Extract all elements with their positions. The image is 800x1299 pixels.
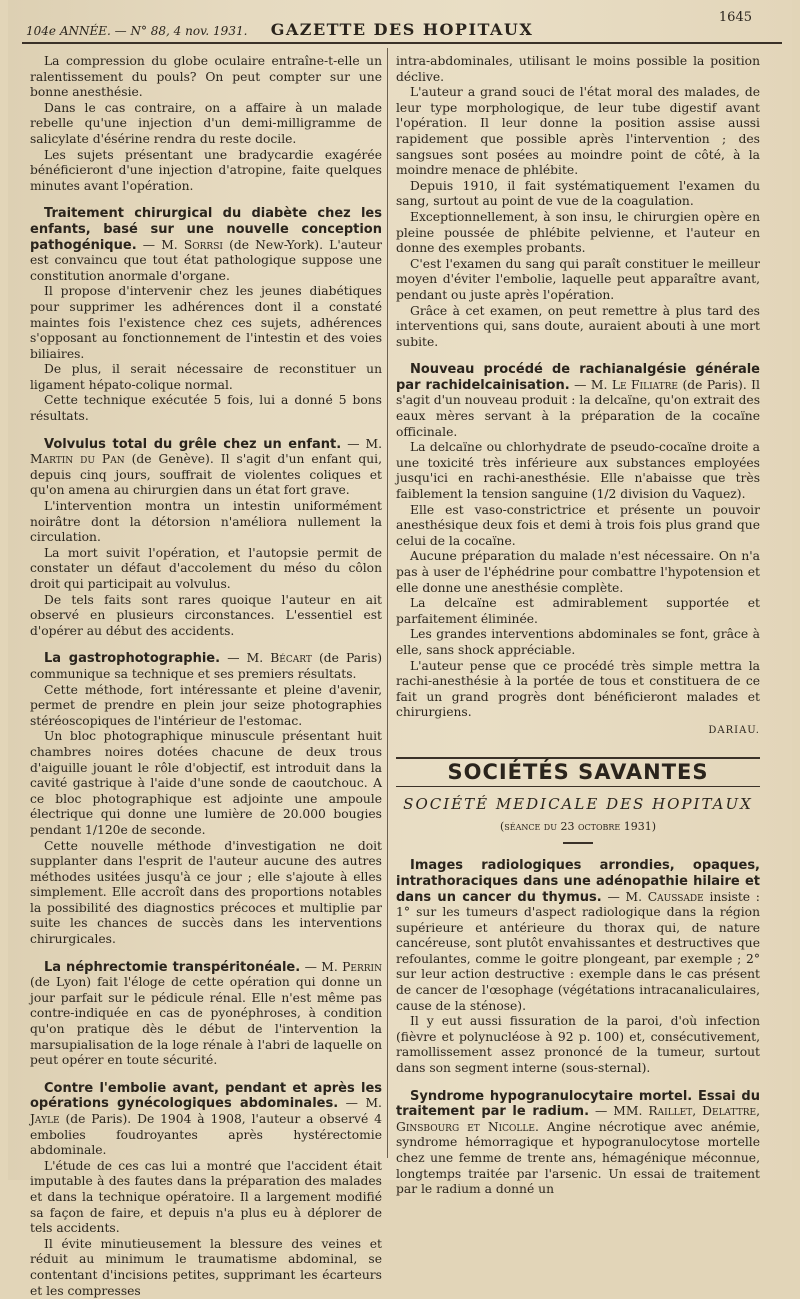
paragraph: De plus, il serait nécessaire de reconstituer un ligament hépato-colique normal.: [30, 362, 382, 392]
paragraph: Un bloc photographique minuscule présentant huit chambres noires dotées chacune de deux trous d'aiguille jouant le rôle d'objectif, est introduit dans la cavité gastrique à l'aide d'une sonde de caoutchouc. A ce bloc photographique est adjointe une ampoule électrique qui donne une lumière de 20.000 bougies pendant 1/120e de seconde.: [30, 729, 382, 837]
article-author: — M. Jayle: [30, 1096, 382, 1126]
paragraph: L'étude de ces cas lui a montré que l'accident était imputable à des fautes dans la préparation des malades et dans la technique opératoire. Il a largement modifié sa façon de faire, et depuis n'a plus eu à déplorer de tels accidents.: [30, 1158, 382, 1236]
section-rule-bottom: [396, 786, 760, 787]
article-title: La néphrectomie transpéritonéale.: [44, 959, 301, 975]
article-rachianalgesie: [396, 362, 760, 738]
article-author: — M. Perrin: [304, 959, 382, 974]
journal-title: GAZETTE DES HOPITAUX: [270, 20, 534, 39]
paragraph: Aucune préparation du malade n'est nécessaire. On n'a pas à user de l'éphédrine pour combattre l'hypotension et elle donne une anesthésie complète.: [396, 549, 760, 595]
paragraph: Angine nécrotique avec anémie, syndrome hémorragique et hypogranulocytose mortelle chez une femme de trente ans, hémagénique méconnue, longtemps traitée par l'arsenic. Un essai de traitement par le radium a donné un: [396, 1119, 761, 1197]
left-column: [30, 54, 382, 1299]
paragraph: (de Paris). De 1904 à 1908, l'auteur a observé 4 embolies foudroyantes après hystérectomie abdominale.: [30, 1112, 382, 1158]
paragraph: De tels faits sont rares quoique l'auteur en ait observé en plusieurs circonstances. L'essentiel est d'opérer au début des accidents.: [30, 592, 382, 638]
page-number: 1645: [718, 10, 752, 25]
article-title: Nouveau procédé de rachianalgésie générale par rachidelcainisation.: [396, 362, 760, 393]
paragraph: Cette technique exécutée 5 fois, lui a donné 5 bons résultats.: [30, 393, 382, 424]
article-title: La gastrophotographie.: [44, 651, 221, 667]
article-author: — M. Bécart: [227, 651, 312, 666]
paragraph: insiste : 1° sur les tumeurs d'aspect radiologique dans la région supérieure et antérieure du thorax qui, de nature cancéreuse, sont plutôt envahissantes et destructives que refoulantes, comme le goitre plongeant, par exemple ; 2° sur leur action destructive : exemple dans le cas présent de cancer de l'œsophage (végétations intracanaliculaires, cause de la sténose).: [396, 889, 760, 1013]
embolie-continued: [396, 54, 760, 350]
paragraph: Il y eut aussi fissuration de la paroi, d'où infection (fièvre et polynucléose à 92 p. 100) et, consécutivement, ramollissement assez prononcé de la tumeur, surtout dans son segment interne (sous-sternal).: [396, 1014, 760, 1076]
paragraph: Cette nouvelle méthode d'investigation ne doit supplanter dans l'esprit de l'auteur aucune des autres méthodes usitées jusqu'à ce jour ; elle s'ajoute à elles simplement. Elle accroît dans des proportions notables la possibilité des diagnostics précoces et multiplie par suite les chances de succès dans les interventions chirurgicales.: [30, 838, 382, 947]
signature: DARIAU.: [708, 724, 760, 736]
paragraph: L'auteur a grand souci de l'état moral des malades, de leur type morphologique, de leur tube digestif avant l'opération. Il leur donne la position assise aussi rapidement que possible après l'intervention ; des sangsues sont posées au moindre point de côté, à la moindre menace de phlébite.: [396, 85, 760, 178]
article-volvulus: [30, 437, 382, 640]
section-rule-top: [396, 757, 760, 759]
paragraph: Il évite minutieusement la blessure des veines et réduit au minimum le traumatisme abdominal, se contentant d'incisions petites, supprimant les écarteurs et les compresses: [30, 1236, 382, 1298]
paragraph: Grâce à cet examen, on peut remettre à plus tard des interventions qui, sans doute, auraient abouti à une mort subite.: [396, 303, 760, 349]
intro-section: [30, 54, 382, 194]
issue-info: 104e ANNÉE. — N° 88, 4 nov. 1931.: [26, 24, 248, 38]
paragraph: Les sujets présentant une bradycardie exagérée bénéficieront d'une injection d'atropine, faite quelques minutes avant l'opération.: [30, 147, 382, 193]
article-embolie: [30, 1081, 382, 1299]
paragraph: L'intervention montra un intestin uniformément noirâtre dont la détorsion n'améliora nullement la circulation.: [30, 499, 382, 545]
paragraph: La delcaïne est admirablement supportée et parfaitement éliminée.: [396, 596, 760, 626]
paragraph: Dans le cas contraire, on a affaire à un malade rebelle qu'une injection d'un demi-milligramme de salicylate d'ésérine rendra du reste docile.: [30, 100, 382, 146]
article-author: — M. Martin du Pan: [30, 436, 382, 467]
article-images-radiologiques: [396, 858, 760, 1076]
article-title: Syndrome hypogranulocytaire mortel. Essai du traitement par le radium.: [396, 1088, 760, 1120]
paragraph: (de Genève). Il s'agit d'un enfant qui, depuis cinq jours, souffrait de violentes coliques et qu'on amena au chirurgien dans un état fort grave.: [30, 452, 382, 498]
paragraph: La delcaïne ou chlorhydrate de pseudo-cocaïne droite a une toxicité très inférieure aux substances employées jusqu'ici en rachi-anesthésie. Elle n'abaisse que très faiblement la tension sanguine (1/2 division du Vaquez).: [396, 440, 760, 502]
paragraph: (de Paris) communique sa technique et ses premiers résultats.: [30, 651, 382, 681]
paragraph: Elle est vaso-constrictrice et présente un pouvoir anesthésique deux fois et demi à trois fois plus grand que celui de la cocaïne.: [396, 502, 760, 548]
right-column: [396, 54, 760, 1198]
society-title: SOCIÉTÉ MEDICALE DES HOPITAUX: [403, 795, 753, 814]
article-diabete: [30, 206, 382, 424]
paragraph: intra-abdominales, utilisant le moins possible la position déclive.: [396, 54, 760, 84]
article-title: Images radiologiques arrondies, opaques, intrathoraciques dans une adénopathie hilaire et dans un cancer du thymus.: [396, 858, 760, 905]
paragraph: Les grandes interventions abdominales se font, grâce à elle, sans shock appréciable.: [396, 627, 760, 657]
article-author: — M. Le Filiatre: [574, 377, 678, 392]
article-gastrophotographie: [30, 651, 382, 947]
paragraph: L'auteur pense que ce procédé très simple mettra la rachi-anesthésie à la portée de tous et constituera de ce fait un grand progrès dont bénéficieront malades et chirurgiens.: [396, 658, 760, 720]
paragraph: (de New-York). L'auteur est convaincu que tout état pathologique suppose une constitution anormale d'organe.: [30, 237, 382, 283]
newspaper-page: [8, 0, 792, 1298]
paragraph: (de Paris). Il s'agit d'un nouveau produit : la delcaïne, qu'on extrait des eaux mères servant à la préparation de la cocaïne officinale.: [396, 377, 760, 439]
article-title: Contre l'embolie avant, pendant et après les opérations gynécologiques abdominales.: [30, 1080, 382, 1112]
paragraph: Exceptionnellement, à son insu, le chirurgien opère en pleine poussée de phlébite pelvienne, et l'auteur en donne des exemples probants.: [396, 209, 760, 256]
article-title: Traitement chirurgical du diabète chez les enfants, basé sur une nouvelle conception pathogénique.: [30, 206, 382, 253]
paragraph: Depuis 1910, il fait systématiquement l'examen du sang, surtout au point de vue de la coagulation.: [396, 178, 760, 209]
page-header: [22, 8, 782, 44]
paragraph: C'est l'examen du sang qui paraît constituer le meilleur moyen d'éviter l'embolie, laquelle peut apparaître avant, pendant ou juste après l'opération.: [396, 256, 760, 302]
paragraph: La compression du globe oculaire entraîne-t-elle un ralentissement du pouls? On peut compter sur une bonne anesthésie.: [30, 54, 382, 100]
short-rule: [563, 842, 593, 844]
column-divider: [387, 48, 388, 1158]
session-date: (séance du 23 octobre 1931): [499, 819, 657, 833]
article-author: — M. Sorrsi: [142, 237, 223, 252]
section-title: SOCIÉTÉS SAVANTES: [447, 759, 709, 784]
article-nephrectomie: [30, 960, 382, 1069]
paragraph: Cette méthode, fort intéressante et pleine d'avenir, permet de prendre en plein jour seize photographies stéréoscopiques de l'intérieur de l'estomac.: [30, 682, 382, 728]
paragraph: Il propose d'intervenir chez les jeunes diabétiques pour supprimer les adhérences dont il a constaté maintes fois l'existence chez ces sujets, adhérences s'opposant au fonctionnement de l'intestin et des voies biliaires.: [30, 284, 382, 361]
article-author: — M. Caussade: [607, 889, 704, 904]
article-title: Volvulus total du grêle chez un enfant.: [44, 436, 342, 452]
article-syndrome-hypogranulocytaire: [396, 1089, 760, 1198]
paragraph: La mort suivit l'opération, et l'autopsie permit de constater un défaut d'accolement du méso du côlon droit qui participait au volvulus.: [30, 545, 382, 591]
paragraph: (de Lyon) fait l'éloge de cette opération qui donne un jour parfait sur le pédicule rénal. Elle n'est même pas contre-indiquée en cas de pyonéphroses, à condition qu'on pratique dès le début de l'intervention la marsupialisation de la loge rénale à l'abri de laquelle on peut opérer en toute sécurité.: [30, 975, 382, 1068]
article-author: — MM. Raillet, Delattre, Ginsbourg et Nicolle.: [396, 1104, 760, 1134]
